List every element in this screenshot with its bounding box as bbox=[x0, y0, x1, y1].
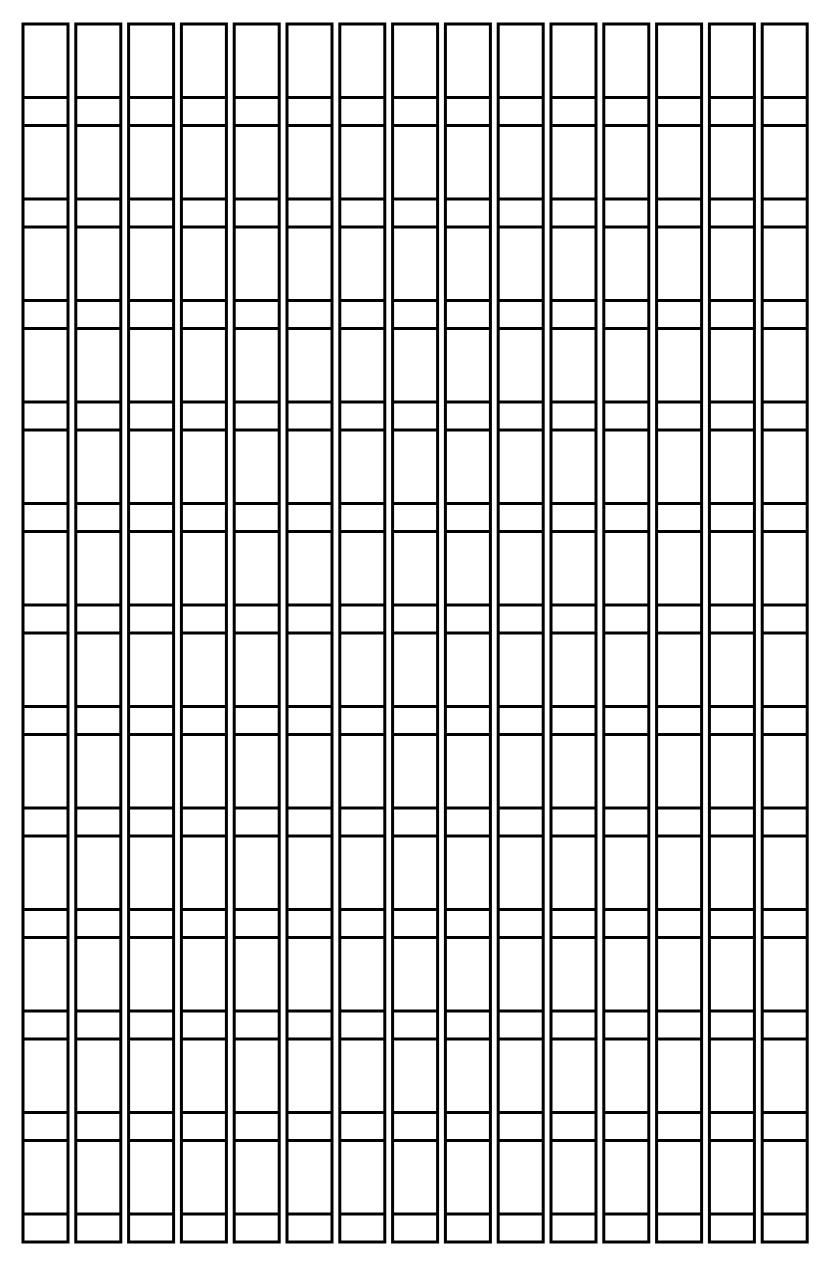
grid-column-5 bbox=[234, 24, 279, 1242]
grid-column-15 bbox=[762, 24, 807, 1242]
grid-column-14 bbox=[709, 24, 754, 1242]
grid-column-1 bbox=[23, 24, 68, 1242]
grid-column-4 bbox=[181, 24, 226, 1242]
grid-column-12 bbox=[604, 24, 649, 1242]
grid-column-7 bbox=[340, 24, 385, 1242]
grid-column-2 bbox=[76, 24, 121, 1242]
grid-column-11 bbox=[551, 24, 596, 1242]
grid-column-13 bbox=[657, 24, 702, 1242]
grid-column-10 bbox=[498, 24, 543, 1242]
grid-column-9 bbox=[445, 24, 490, 1242]
grid-column-3 bbox=[129, 24, 174, 1242]
grid-column-6 bbox=[287, 24, 332, 1242]
grid-column-8 bbox=[393, 24, 438, 1242]
